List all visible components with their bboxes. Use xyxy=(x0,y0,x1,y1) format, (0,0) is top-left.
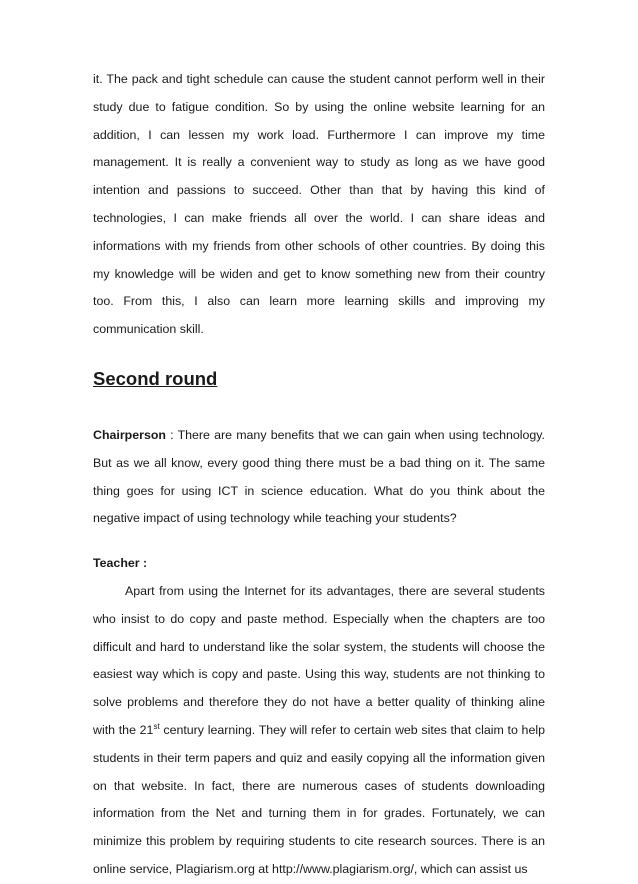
teacher-label: Teacher : xyxy=(93,556,148,571)
teacher-text-1: Apart from using the Internet for its advantages, there are several students who insist to do copy and paste method. Especially when the chapters are too difficult and hard to understand like the solar system, the students will choose the easiest way which is copy and paste. Using this way, students are not thinking to solve problems and therefore they do not have a better quality of thinking aline with the 21 xyxy=(93,583,545,737)
chairperson-text: : There are many benefits that we can gain when using technology. But as we all know, every good thing there must be a bad thing on it. The same thing goes for using ICT in science education. What do you think about the negative impact of using technology while teaching your students? xyxy=(93,427,545,526)
ordinal-suffix: st xyxy=(153,721,160,731)
spacer xyxy=(93,533,545,550)
document-body xyxy=(93,66,545,884)
chairperson-paragraph xyxy=(93,422,545,533)
teacher-text-2: century learning. They will refer to certain web sites that claim to help students in their term papers and quiz and easily copying all the information given on that website. In fact, there are numerous cases of students downloading information from the Net and turning them in for grades. Fortunately, we can minimize this problem by requiring students to cite research sources. There is an online service, Plagiarism.org at http://www.plagiarism.org/, which can assist us xyxy=(93,722,545,876)
section-heading: Second round xyxy=(93,367,218,389)
paragraph-1: it. The pack and tight schedule can cause the student cannot perform well in their study due to fatigue condition. So by using the online website learning for an addition, I can lessen my work load. Furthermore I can improve my time management. It is really a convenient way to study as long as we have good intention and passions to succeed. Other than that by having this kind of technologies, I can make friends all over the world. I can share ideas and informations with my friends from other schools of other countries. By doing this my knowledge will be widen and get to know something new from their country too. From this, I also can learn more learning skills and improving my communication skill. xyxy=(93,72,545,337)
chairperson-label: Chairperson xyxy=(93,427,166,442)
teacher-paragraph xyxy=(93,578,545,884)
